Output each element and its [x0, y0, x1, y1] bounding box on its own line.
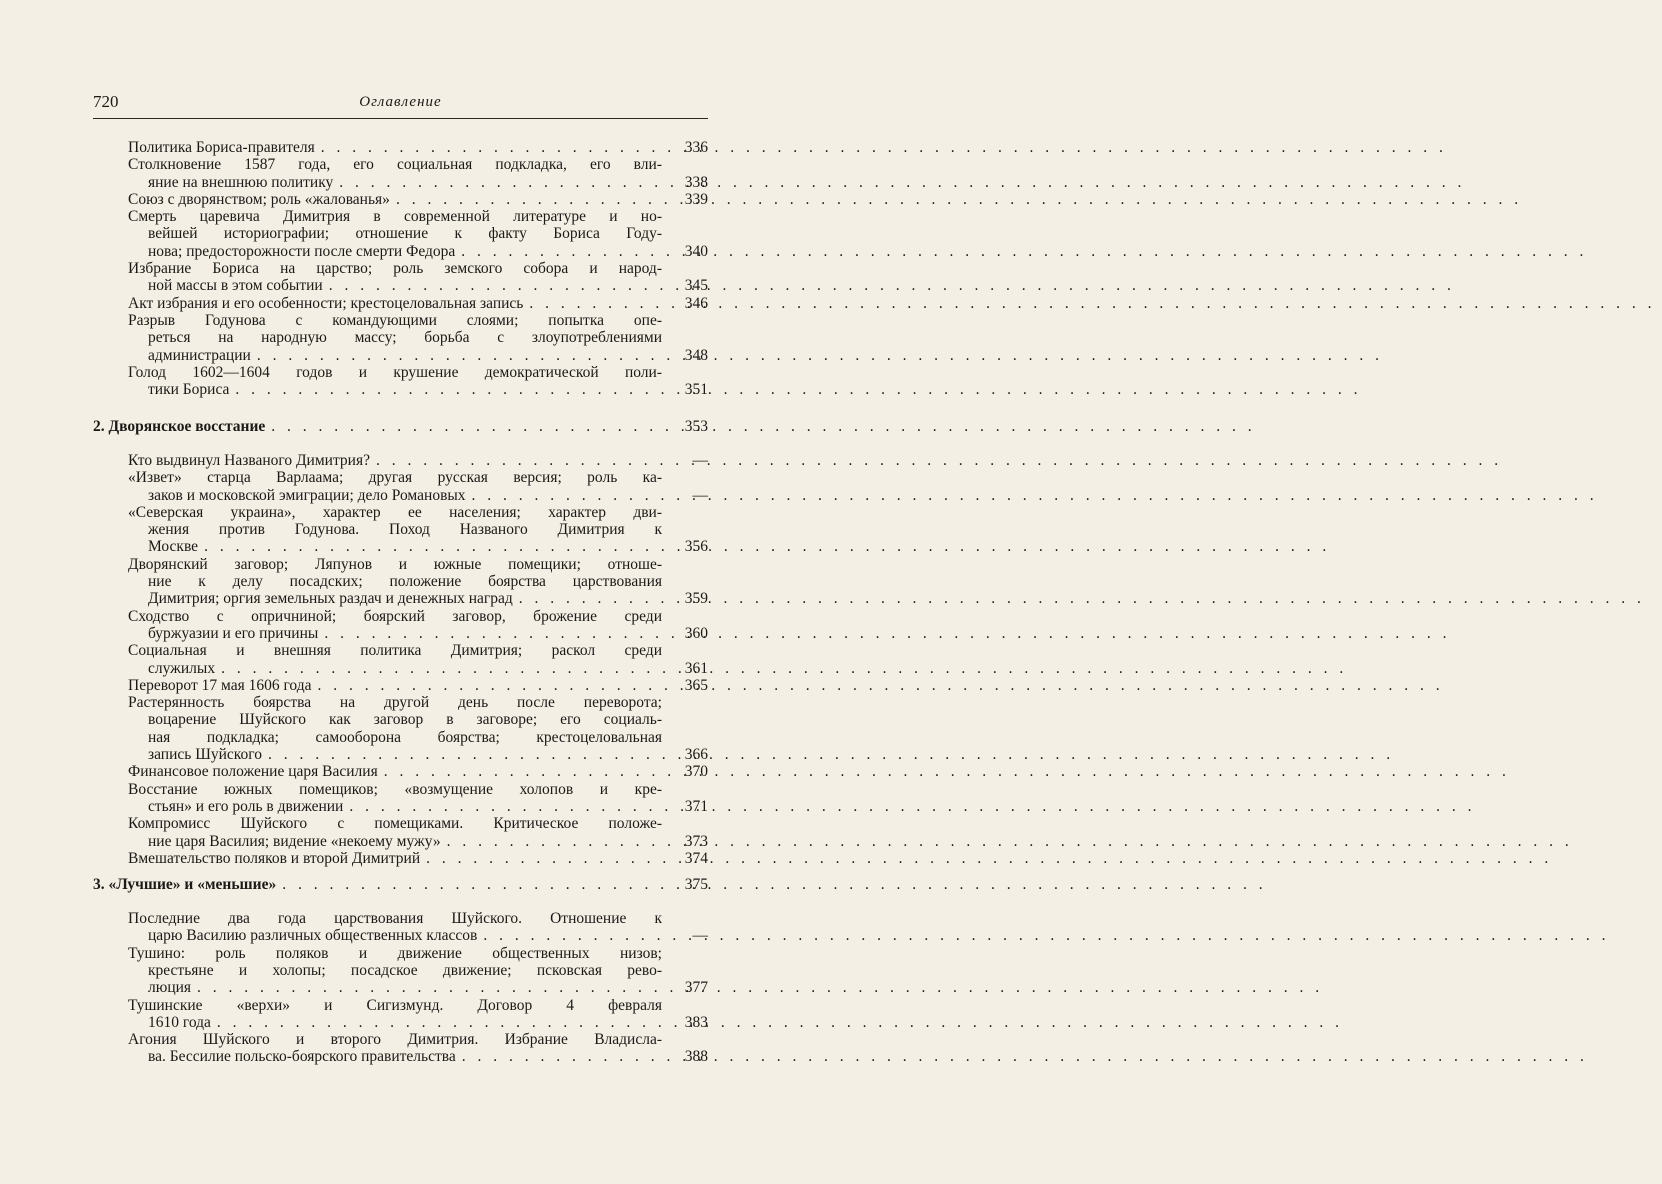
toc-entry-text: Социальная и внешняя политика Димитрия; раскол среди — [128, 642, 662, 660]
toc-entry-text: «Извет» старца Варлаама; другая русская версия; роль ка- — [128, 469, 662, 487]
toc-entry — [128, 139, 708, 156]
dot-leader — [333, 174, 1471, 191]
toc-entry-text: Союз с дворянством; роль «жалованья» — [128, 190, 390, 208]
page-ref: 359 — [684, 590, 708, 608]
toc-entry — [128, 452, 708, 469]
toc-entry-text: Компромисс Шуйского с помещиками. Критическое положе- — [128, 815, 662, 833]
page-ref: 374 — [684, 849, 708, 867]
toc-entry-text: буржуазии и его причины — [148, 624, 319, 642]
toc-entry — [128, 781, 708, 816]
toc-entry-text: ние к делу посадских; положение боярства царствования — [148, 573, 662, 591]
toc-entry — [128, 156, 708, 191]
dot-leader — [343, 798, 1481, 815]
toc-entry-text: Агония Шуйского и второго Димитрия. Избрание Владисла- — [128, 1031, 662, 1049]
toc-entry — [128, 295, 708, 312]
dot-leader — [318, 625, 1456, 642]
dot-leader — [315, 139, 1453, 156]
dot-leader — [323, 277, 1461, 294]
page-ref: 361 — [684, 659, 708, 677]
page-ref: — — [692, 486, 708, 504]
toc-entry-text: жения против Годунова. Поход Названого Димитрия к — [148, 521, 662, 539]
page-ref: 339 — [684, 190, 708, 208]
toc-entry-text: Димитрия; оргия земельных раздач и денежных наград — [148, 590, 513, 608]
page-ref: 338 — [684, 173, 708, 191]
page-number: 720 — [93, 92, 119, 111]
toc-entry-text: стьян» и его роль в движении — [148, 797, 344, 815]
page-ref: 345 — [684, 277, 708, 295]
toc-entry-text: вейшей историографии; отношение к факту Бориса Году- — [148, 225, 662, 243]
toc-entry — [128, 608, 708, 643]
toc-entry — [128, 694, 708, 763]
toc-entry-text: Последние два года царствования Шуйского. Отношение к — [128, 910, 662, 927]
dot-leader — [229, 381, 1367, 398]
toc-entry-text: заков и московской эмиграции; дело Романовых — [148, 486, 466, 504]
toc-entry-text: служилых — [148, 659, 216, 677]
toc-entry-text: Восстание южных помещиков; «возмущение холопов и кре- — [128, 780, 662, 798]
dot-leader — [441, 833, 1579, 850]
toc-entry-text: царю Василию различных общественных классов — [148, 927, 478, 945]
page-ref: 346 — [684, 294, 708, 312]
page-ref: 360 — [684, 624, 708, 642]
page-ref: — — [692, 452, 708, 469]
running-head: Оглавление — [359, 94, 442, 110]
page-ref: 388 — [684, 1048, 708, 1066]
toc-entry — [128, 642, 708, 677]
dot-leader — [378, 763, 1516, 780]
page-ref: 351 — [684, 381, 708, 399]
section-title: 2. Дворянское восстание — [93, 418, 266, 435]
toc-entry-text: Тушино: роль поляков и движение общественных низов; — [128, 944, 662, 962]
toc-entry-text: Дворянский заговор; Ляпунов и южные помещики; отноше- — [128, 555, 662, 573]
toc-entry-text: воцарение Шуйского как заговор в заговоре; его социаль- — [148, 711, 662, 729]
dot-leader — [370, 452, 1508, 469]
toc-entry — [128, 677, 708, 694]
dot-leader — [215, 660, 1353, 677]
dot-leader — [456, 1048, 1594, 1065]
dot-leader — [276, 876, 1272, 894]
page-ref: 373 — [684, 832, 708, 850]
page-header — [93, 92, 708, 114]
toc-entry-text: Финансовое положение царя Василия — [128, 763, 378, 781]
toc-entry — [128, 910, 708, 945]
toc-entry-text: ной массы в этом событии — [148, 277, 323, 295]
toc-entry-text: Кто выдвинул Названого Димитрия? — [128, 452, 370, 469]
toc-entry-text: крестьяне и холопы; посадское движение; псковская рево- — [148, 961, 662, 979]
toc-entry — [128, 850, 708, 867]
toc-entry-text: Переворот 17 мая 1606 года — [128, 676, 312, 694]
page-ref: 348 — [684, 346, 708, 364]
page-ref: — — [692, 927, 708, 945]
dot-leader — [477, 927, 1615, 944]
dot-leader — [251, 347, 1389, 364]
toc-entry — [128, 1031, 708, 1066]
page-ref: 371 — [684, 797, 708, 815]
toc-entry-text: Столкновение 1587 года, его социальная подкладка, его вли- — [128, 156, 662, 174]
page-ref: 365 — [684, 676, 708, 694]
page-ref: 366 — [684, 746, 708, 764]
toc-entry-text: Растерянность боярства на другой день после переворота; — [128, 694, 662, 712]
page-ref: 383 — [684, 1013, 708, 1031]
toc-entry-text: «Северская украина», характер ее населения; характер дви- — [128, 503, 662, 521]
toc-entry — [128, 469, 708, 504]
toc-entry-text: яние на внешнюю политику — [148, 173, 334, 191]
page-ref: 340 — [684, 242, 708, 260]
toc-entry-text: люция — [148, 979, 192, 997]
section-title: 3. «Лучшие» и «меньшие» — [93, 876, 277, 893]
toc-entry-text: 1610 года — [148, 1013, 211, 1031]
toc-entry-text: ва. Бессилие польско-боярского правительства — [148, 1048, 456, 1066]
toc-entry-text: Тушинские «верхи» и Сигизмунд. Договор 4 февраля — [128, 996, 662, 1014]
dot-leader — [211, 1014, 1349, 1031]
toc-entry-text: реться на народную массу; борьба с злоупотреблениями — [148, 329, 662, 347]
toc-entry-text: Вмешательство поляков и второй Димитрий — [128, 849, 421, 867]
dot-leader — [262, 746, 1400, 763]
header-rule — [93, 118, 708, 119]
toc-entry — [128, 364, 708, 399]
toc-entry-text: Смерть царевича Димитрия в современной литературе и но- — [128, 208, 662, 226]
toc-entry-text: Сходство с опричниной; боярский заговор, брожение среди — [128, 607, 662, 625]
toc-entry-text: ние царя Василия; видение «некоему мужу» — [148, 832, 441, 850]
toc-entry-text: ная подкладка; самооборона боярства; крестоцеловальная — [148, 728, 662, 746]
toc-entry-text: администрации — [148, 346, 251, 364]
section-page-ref: 375 — [684, 876, 708, 893]
toc-entry — [128, 260, 708, 295]
toc-entry-text: Москве — [148, 538, 199, 556]
toc-entry-text: Голод 1602—1604 годов и крушение демократической поли- — [128, 363, 662, 381]
toc-entry-text: запись Шуйского — [148, 746, 262, 764]
toc-entry — [128, 312, 708, 364]
toc-entry — [128, 208, 708, 260]
toc-entry — [128, 763, 708, 780]
section-page-ref: 353 — [684, 418, 708, 435]
toc-entry — [128, 997, 708, 1032]
dot-leader — [198, 538, 1336, 555]
page-ref: 336 — [684, 139, 708, 156]
section-heading — [93, 876, 708, 894]
toc-entry — [128, 556, 708, 608]
page-ref: 377 — [684, 979, 708, 997]
page-ref: 370 — [684, 763, 708, 781]
dot-leader — [466, 487, 1604, 504]
section-heading — [93, 418, 708, 436]
page-ref: 356 — [684, 538, 708, 556]
toc-entry-text: нова; предосторожности после смерти Федора — [148, 242, 456, 260]
dot-leader — [455, 243, 1593, 260]
dot-leader — [390, 191, 1528, 208]
dot-leader — [420, 850, 1558, 867]
toc-entry-text: тики Бориса — [148, 381, 230, 399]
toc-entry-text: Разрыв Годунова с командующими слоями; попытка опе- — [128, 312, 662, 329]
toc-entry-text: Избрание Бориса на царство; роль земского собора и народ- — [128, 260, 662, 278]
dot-leader — [265, 418, 1261, 436]
dot-leader — [191, 979, 1329, 996]
dot-leader — [312, 677, 1450, 694]
toc-entry — [128, 945, 708, 997]
toc-entry-text: Акт избрания и его особенности; крестоцеловальная запись — [128, 294, 524, 312]
toc-entry — [128, 191, 708, 208]
toc-entry — [128, 815, 708, 850]
toc-entry-text: Политика Бориса-правителя — [128, 139, 315, 156]
toc-entry — [128, 504, 708, 556]
